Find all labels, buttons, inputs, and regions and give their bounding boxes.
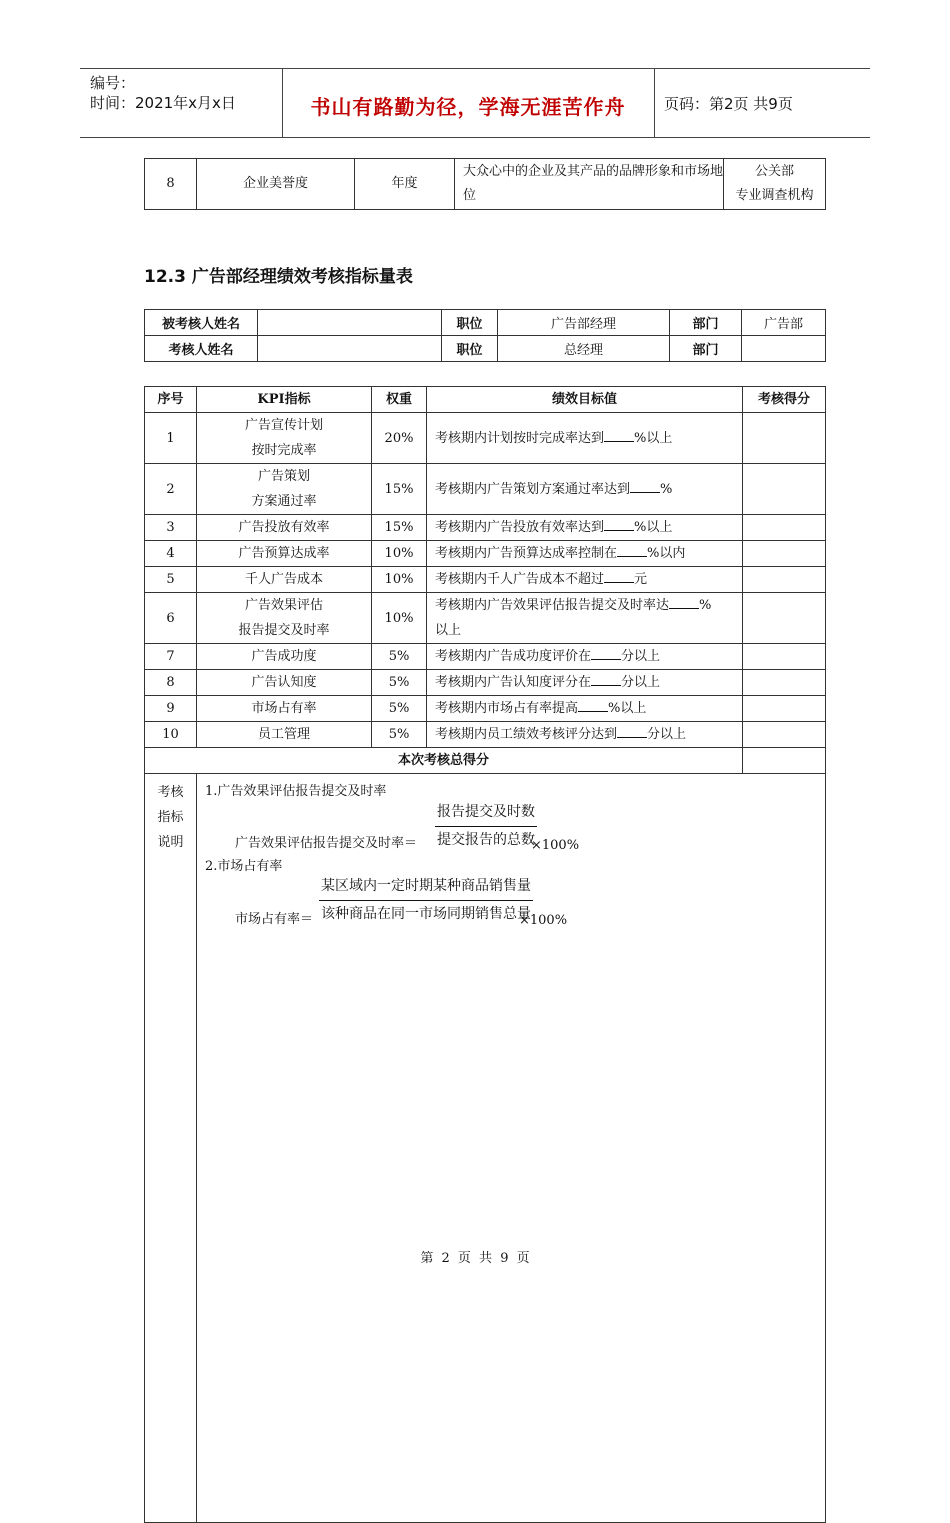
assessee-name-label: 被考核人姓名: [145, 310, 258, 336]
fraction-denominator: 提交报告的总数: [437, 832, 535, 848]
header-score: 考核得分: [743, 387, 826, 413]
blank-field[interactable]: [591, 671, 621, 686]
kpi-target: [427, 670, 743, 696]
assessor-name-field[interactable]: [258, 336, 442, 362]
kpi-target: [427, 722, 743, 748]
notes-row: [145, 774, 826, 1523]
kpi-weight: 10%: [372, 541, 427, 567]
kpi-table: [144, 386, 826, 1523]
section-title: 12.3 广告部经理绩效考核指标量表: [144, 267, 413, 287]
kpi-line: 广告策划: [257, 469, 310, 484]
table-row: [145, 336, 826, 362]
formula-multiplier: ×100%: [519, 913, 568, 928]
kpi-score-cell[interactable]: [743, 593, 826, 644]
kpi-row: [145, 515, 826, 541]
blank-field[interactable]: [578, 697, 608, 712]
target-text: 考核期内广告预算达成率控制在: [435, 546, 618, 561]
kpi-indicator: 广告成功度: [197, 644, 372, 670]
kpi-score-cell[interactable]: [743, 722, 826, 748]
kpi-no: 4: [145, 541, 197, 567]
kpi-no: 3: [145, 515, 197, 541]
kpi-no: 5: [145, 567, 197, 593]
target-text: 考核期内广告效果评估报告提交及时率达: [435, 598, 670, 613]
kpi-score-cell[interactable]: [743, 567, 826, 593]
target-text: %以上: [634, 430, 673, 446]
blank-field[interactable]: [604, 516, 634, 531]
target-text: 考核期内广告投放有效率达到: [435, 520, 605, 535]
formula-title: 2.市场占有率: [205, 859, 283, 874]
kpi-weight: 5%: [372, 696, 427, 722]
kpi-no: 2: [145, 464, 197, 515]
header-meta: [90, 73, 236, 113]
blank-field[interactable]: [630, 478, 660, 493]
total-score-cell[interactable]: [743, 748, 826, 774]
total-row: [145, 748, 826, 774]
kpi-row: [145, 696, 826, 722]
kpi-target: [427, 696, 743, 722]
fraction-numerator: 某区域内一定时期某种商品销售量: [319, 874, 533, 901]
position-value: 总经理: [498, 336, 670, 362]
page-info: 页码：第2页 共9页: [664, 95, 793, 113]
target-text: 考核期内市场占有率提高: [435, 701, 579, 716]
kpi-weight: 10%: [372, 567, 427, 593]
kpi-line: 报告提交及时率: [238, 623, 330, 638]
kpi-target: [427, 567, 743, 593]
department-value[interactable]: [742, 336, 826, 362]
kpi-indicator: 千人广告成本: [197, 567, 372, 593]
header-kpi: KPI指标: [197, 387, 372, 413]
source-line: 专业调查机构: [735, 188, 814, 203]
kpi-indicator: 员工管理: [197, 722, 372, 748]
kpi-indicator: [197, 464, 372, 515]
fraction-numerator: 报告提交及时数: [435, 800, 537, 827]
formula-title: 1.广告效果评估报告提交及时率: [205, 784, 387, 799]
target-text: %以上: [608, 701, 647, 716]
kpi-target: [427, 515, 743, 541]
kpi-target: [427, 541, 743, 567]
kpi-weight: 10%: [372, 593, 427, 644]
kpi-row: [145, 670, 826, 696]
target-text: %: [699, 598, 712, 613]
total-score-label: 本次考核总得分: [145, 748, 743, 774]
assessee-name-field[interactable]: [258, 310, 442, 336]
department-label: 部门: [670, 336, 742, 362]
kpi-target: [427, 413, 743, 464]
target-text: 考核期内千人广告成本不超过: [435, 572, 605, 587]
table-row: [145, 159, 826, 210]
target-text: 考核期内计划按时完成率达到: [435, 430, 605, 446]
kpi-indicator: 广告预算达成率: [197, 541, 372, 567]
kpi-row: [145, 644, 826, 670]
target-text: 元: [634, 572, 648, 587]
kpi-line: 方案通过率: [251, 494, 317, 509]
blank-field[interactable]: [617, 542, 647, 557]
row-period: 年度: [355, 159, 455, 210]
kpi-no: 1: [145, 413, 197, 464]
code-label: 编号：: [90, 74, 136, 92]
formula-fraction: [435, 800, 537, 853]
target-text: 考核期内广告认知度评分在: [435, 675, 592, 690]
kpi-target: [427, 464, 743, 515]
department-value: 广告部: [742, 310, 826, 336]
notes-label-line: 指标: [157, 810, 184, 825]
kpi-row: [145, 541, 826, 567]
kpi-no: 9: [145, 696, 197, 722]
kpi-indicator: [197, 413, 372, 464]
kpi-row: [145, 464, 826, 515]
kpi-weight: 5%: [372, 644, 427, 670]
target-text: %以上: [634, 520, 673, 535]
kpi-indicator: 广告认知度: [197, 670, 372, 696]
position-label: 职位: [442, 336, 498, 362]
header-divider: [654, 69, 655, 137]
notes-body: [197, 774, 826, 1523]
page-header: [80, 68, 870, 138]
blank-field[interactable]: [669, 594, 699, 609]
assessor-name-label: 考核人姓名: [145, 336, 258, 362]
kpi-header-row: [145, 387, 826, 413]
kpi-score-cell[interactable]: [743, 644, 826, 670]
position-value: 广告部经理: [498, 310, 670, 336]
header-weight: 权重: [372, 387, 427, 413]
kpi-indicator: 市场占有率: [197, 696, 372, 722]
target-text: 分以上: [647, 727, 687, 742]
blank-field[interactable]: [591, 645, 621, 660]
formula-fraction: [319, 874, 533, 927]
page-footer: 第 2 页 共 9 页: [420, 1251, 530, 1266]
kpi-score-cell[interactable]: [743, 541, 826, 567]
source-line: 公关部: [754, 164, 794, 179]
row-no: 8: [145, 159, 197, 210]
kpi-row: [145, 593, 826, 644]
assessee-info-table: [144, 309, 826, 362]
kpi-score-cell[interactable]: [743, 464, 826, 515]
target-text: 以上: [435, 623, 462, 638]
target-text: 考核期内广告策划方案通过率达到: [435, 481, 631, 497]
blank-field[interactable]: [604, 568, 634, 583]
target-text: %以内: [647, 546, 686, 561]
kpi-no: 10: [145, 722, 197, 748]
kpi-row: [145, 722, 826, 748]
table-row: [145, 310, 826, 336]
formula-lhs: 广告效果评估报告提交及时率＝: [235, 836, 418, 851]
row-source: [724, 159, 826, 210]
kpi-score-cell[interactable]: [743, 515, 826, 541]
kpi-weight: 5%: [372, 722, 427, 748]
header-motto: 书山有路勤为径，学海无涯苦作舟: [310, 95, 626, 119]
kpi-weight: 20%: [372, 413, 427, 464]
kpi-no: 7: [145, 644, 197, 670]
target-text: 分以上: [621, 649, 661, 664]
kpi-weight: 15%: [372, 515, 427, 541]
position-label: 职位: [442, 310, 498, 336]
header-no: 序号: [145, 387, 197, 413]
target-text: 考核期内员工绩效考核评分达到: [435, 727, 618, 742]
row-indicator: 企业美誉度: [197, 159, 355, 210]
kpi-line: 广告效果评估: [244, 598, 323, 613]
row-definition: 大众心中的企业及其产品的品牌形象和市场地位: [455, 159, 724, 210]
continued-table: [144, 158, 826, 210]
kpi-score-cell[interactable]: [743, 696, 826, 722]
kpi-score-cell[interactable]: [743, 670, 826, 696]
target-text: 考核期内广告成功度评价在: [435, 649, 592, 664]
kpi-indicator: [197, 593, 372, 644]
kpi-indicator: 广告投放有效率: [197, 515, 372, 541]
target-text: 分以上: [621, 675, 661, 690]
kpi-target: [427, 593, 743, 644]
formula-multiplier: ×100%: [531, 838, 580, 853]
formula-lhs: 市场占有率＝: [235, 912, 314, 927]
fraction-denominator: 该种商品在同一市场同期销售总量: [321, 906, 531, 922]
kpi-weight: 5%: [372, 670, 427, 696]
notes-label-line: 说明: [157, 835, 184, 850]
kpi-no: 8: [145, 670, 197, 696]
kpi-line: 广告宣传计划: [244, 418, 323, 433]
department-label: 部门: [670, 310, 742, 336]
header-target: 绩效目标值: [427, 387, 743, 413]
blank-field[interactable]: [617, 723, 647, 738]
kpi-line: 按时完成率: [251, 443, 317, 458]
kpi-weight: 15%: [372, 464, 427, 515]
kpi-target: [427, 644, 743, 670]
kpi-row: [145, 567, 826, 593]
notes-label: [145, 774, 197, 1523]
kpi-score-cell[interactable]: [743, 413, 826, 464]
blank-field[interactable]: [604, 427, 634, 442]
time-label: 时间：2021年x月x日: [90, 94, 236, 112]
kpi-no: 6: [145, 593, 197, 644]
kpi-row: [145, 413, 826, 464]
target-text: %: [660, 481, 673, 497]
notes-label-line: 考核: [157, 785, 184, 800]
